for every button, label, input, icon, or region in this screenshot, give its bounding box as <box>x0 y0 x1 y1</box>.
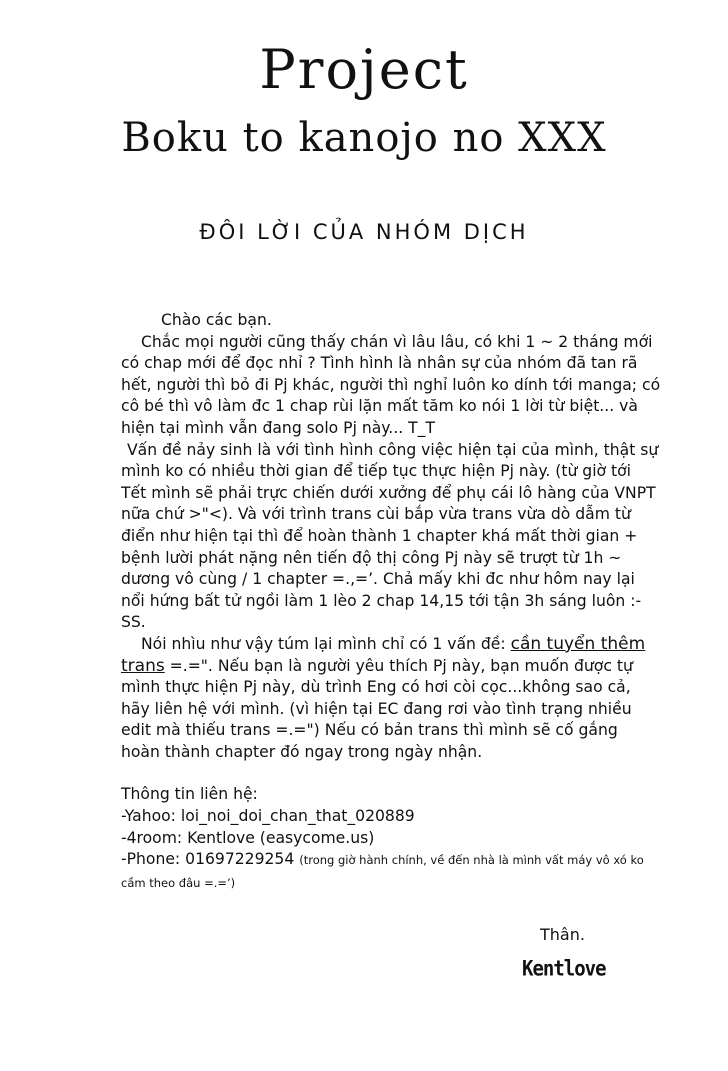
closing: Thân. <box>540 925 585 944</box>
paragraph-3-prefix: Nói nhìu như vậy túm lại mình chỉ có 1 vấn đề: <box>141 634 511 653</box>
paragraph-1: Chắc mọi người cũng thấy chán vì lâu lâu, có khi 1 ~ 2 tháng mới có chap mới để đọc nhỉ ? Tình hình là nhân sự của nhóm đã tan rã hết, người thì bỏ đi Pj khác, người thì nghỉ luôn ko dính tới manga; có cô bé thì vô làm đc 1 chap rùi lặn mất tăm ko nói 1 lời từ biệt... và hiện tại mình vẫn đang solo Pj này... T_T <box>121 332 661 437</box>
contact-phone <box>121 849 661 894</box>
contact-heading: Thông tin liên hệ: <box>121 785 258 804</box>
section-heading: ĐÔI LỜI CỦA NHÓM DỊCH <box>199 220 529 244</box>
contact-phone-note: (trong giờ hành chính, về đến nhà là mình vất máy vô xó ko cầm theo đâu =.=’) <box>121 853 644 890</box>
contact-phone-number: -Phone: 01697229254 <box>121 850 300 869</box>
title-series: Boku to kanojo no XXX <box>121 115 607 161</box>
greeting: Chào các bạn. <box>161 311 272 329</box>
contact-yahoo: -Yahoo: loi_noi_doi_chan_that_020889 <box>121 807 415 826</box>
letter-body <box>121 310 661 894</box>
title-project: Project <box>259 38 469 101</box>
contact-4room: -4room: Kentlove (easycome.us) <box>121 828 375 847</box>
paragraph-3 <box>121 634 661 764</box>
paragraph-2: Vấn đề nảy sinh là với tình hình công việc hiện tại của mình, thật sự mình ko có nhiều thời gian để tiếp tục thực hiện Pj này. (từ giờ tới Tết mình sẽ phải trực chiến dưới xưởng để phụ cái lô hàng của VNPT nữa chứ >"<). Và với trình trans cùi bắp vừa trans vừa dò dẫm từ điển như hiện tại thì để hoàn thành 1 chapter khá mất thời gian + bệnh lười phát nặng nên tiến độ thị công Pj này sẽ trượt từ 1h ~ dương vô cùng / 1 chapter =.,=’. Chả mấy khi đc như hôm nay lại nổi hứng bất tử ngồi làm 1 lèo 2 chap 14,15 tới tận 3h sáng luôn :-SS. <box>121 440 659 632</box>
paragraph-3-suffix: =.=". Nếu bạn là người yêu thích Pj này, bạn muốn được tự mình thực hiện Pj này, dù trình Eng có hơi còi cọc...không sao cả, hãy liên hệ với mình. (vì hiện tại EC đang rơi vào tình trạng nhiều edit mà thiếu trans =.=") Nếu có bản trans thì mình sẽ cố gắng hoàn thành chapter đó ngay trong ngày nhận. <box>121 656 633 761</box>
recruit-highlight: cần tuyển thêm trans <box>121 633 646 676</box>
signature: Kentlove <box>522 956 606 982</box>
